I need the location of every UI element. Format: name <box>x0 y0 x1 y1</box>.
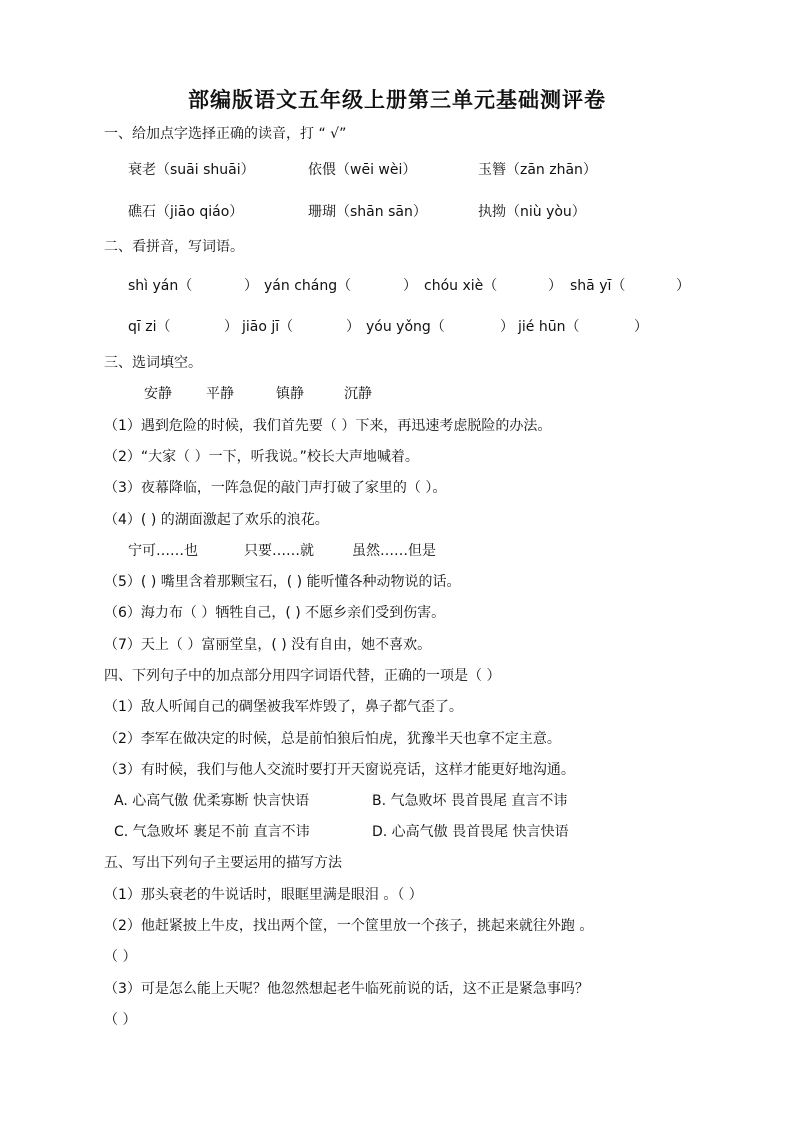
s1-item-3: 玉簪（zān zhān） <box>478 162 597 178</box>
section4-heading: 四、下列句子中的加点部分用四字词语代替，正确的一项是（ ） <box>104 668 501 684</box>
s1-item-4: 礁石（jiāo qiáo） <box>128 204 244 220</box>
s4-question-1: （1）敌人听闻自己的碉堡被我军炸毁了，鼻子都气歪了。 <box>104 699 463 715</box>
s5-question-1: （1）那头衰老的牛说话时，眼眶里满是眼泪 。（ ） <box>104 887 423 903</box>
s3-question-2: （2）“大家（ ）一下，听我说。”校长大声地喊着。 <box>104 449 419 465</box>
s2-close-5: ） <box>224 319 238 335</box>
s3-question-5: （5）( ) 嘴里含着那颗宝石，( ) 能听懂各种动物说的话。 <box>104 574 461 590</box>
s4-question-3: （3）有时候，我们与他人交流时要打开天窗说亮话，这样才能更好地沟通。 <box>104 762 575 778</box>
s2-item-8: jié hūn（ <box>518 319 580 335</box>
conj-option-1: 宁可……也 <box>128 543 198 559</box>
section1-heading: 一、给加点字选择正确的读音，打 “ √” <box>104 126 347 142</box>
s2-item-7: yóu yǒng（ <box>366 319 445 335</box>
s3-question-6: （6）海力布（ ）牺牲自己，( ) 不愿乡亲们受到伤害。 <box>104 605 446 621</box>
s2-close-7: ） <box>500 319 514 335</box>
s3-question-7: （7）天上（ ）富丽堂皇，( ) 没有自由，她不喜欢。 <box>104 637 432 653</box>
s5-answer-3: （ ） <box>104 1012 137 1028</box>
s2-close-8: ） <box>634 319 648 335</box>
word-option-1: 安静 <box>144 386 172 402</box>
word-option-2: 平静 <box>206 386 234 402</box>
section3-heading: 三、选词填空。 <box>104 355 202 371</box>
s3-question-1: （1）遇到危险的时候，我们首先要（ ）下来，再迅速考虑脱险的办法。 <box>104 418 552 434</box>
choice-c: C. 气急败坏 裹足不前 直言不讳 <box>114 824 310 840</box>
conj-option-2: 只要……就 <box>244 543 314 559</box>
s5-question-2: （2）他赶紧披上牛皮，找出两个筐，一个筐里放一个孩子，挑起来就往外跑 。 <box>104 918 594 934</box>
s2-item-3: chóu xiè（ <box>424 278 498 294</box>
s2-item-4: shā yī（ <box>570 278 626 294</box>
s4-question-2: （2）李军在做决定的时候，总是前怕狼后怕虎，犹豫半天也拿不定主意。 <box>104 731 561 747</box>
s2-close-3: ） <box>548 278 562 294</box>
choice-b: B. 气急败坏 畏首畏尾 直言不讳 <box>372 793 568 809</box>
section2-heading: 二、看拼音，写词语。 <box>104 239 244 255</box>
section5-heading: 五、写出下列句子主要运用的描写方法 <box>104 855 342 871</box>
s2-item-6: jiāo jī（ <box>242 319 294 335</box>
s2-item-5: qī zi（ <box>128 319 171 335</box>
s1-item-6: 执拗（niù yòu） <box>478 204 586 220</box>
s2-close-2: ） <box>403 278 417 294</box>
s3-question-4: （4）( ) 的湖面激起了欢乐的浪花。 <box>104 512 329 528</box>
s2-close-6: ） <box>346 319 360 335</box>
s1-item-2: 依偎（wēi wèi） <box>308 162 417 178</box>
word-option-4: 沉静 <box>344 386 372 402</box>
s2-close-1: ） <box>244 278 258 294</box>
s1-item-1: 衰老（suāi shuāi） <box>128 162 255 178</box>
s5-answer-2: （ ） <box>104 949 137 965</box>
s5-question-3: （3）可是怎么能上天呢？他忽然想起老牛临死前说的话，这不正是紧急事吗？ <box>104 981 589 997</box>
s1-item-5: 珊瑚（shān sān） <box>308 204 427 220</box>
conj-option-3: 虽然……但是 <box>352 543 436 559</box>
page-title: 部编版语文五年级上册第三单元基础测评卷 <box>188 87 606 112</box>
s3-question-3: （3）夜幕降临，一阵急促的敲门声打破了家里的（ ）。 <box>104 480 447 496</box>
choice-a: A. 心高气傲 优柔寡断 快言快语 <box>114 793 310 809</box>
choice-d: D. 心高气傲 畏首畏尾 快言快语 <box>372 824 569 840</box>
s2-item-1: shì yán（ <box>128 278 193 294</box>
word-option-3: 镇静 <box>276 386 304 402</box>
s2-item-2: yán cháng（ <box>264 278 352 294</box>
s2-close-4: ） <box>676 278 690 294</box>
